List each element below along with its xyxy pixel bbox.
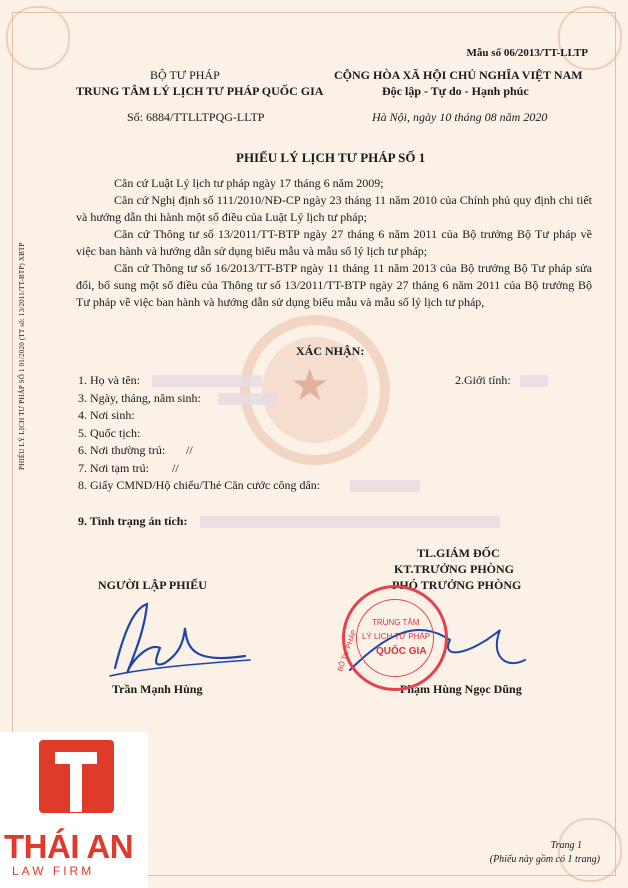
field-criminal-record-label: 9. Tình trạng án tích:	[78, 514, 188, 528]
field-residence-label: 6. Nơi thường trú:	[78, 443, 166, 457]
field-dob-label: 3. Ngày, tháng, năm sinh:	[78, 391, 201, 405]
preparer-signature	[105, 598, 255, 683]
field-nationality-label: 5. Quốc tịch:	[78, 426, 141, 440]
redacted-value	[218, 393, 278, 405]
vertical-footer-code: PHIẾU LÝ LỊCH TƯ PHÁP SỐ 1 01/2020 (TT số: 13/2011/TT-BTP) XBTP	[18, 242, 26, 470]
redacted-value	[520, 375, 548, 387]
form-code: Mẫu số 06/2013/TT-LLTP	[466, 47, 588, 59]
signer-deputy: PHÓ TRƯỞNG PHÒNG	[392, 578, 522, 592]
law-firm-name: THÁI AN	[4, 828, 134, 865]
agency-name: TRUNG TÂM LÝ LỊCH TƯ PHÁP QUỐC GIA	[76, 84, 324, 98]
issue-date: Hà Nội, ngày 10 tháng 08 năm 2020	[372, 110, 548, 124]
star-icon: ★	[290, 360, 330, 411]
page-number: Trang 1	[550, 840, 582, 851]
signer-authority: TL.GIÁM ĐỐC	[417, 546, 500, 560]
republic-title: CỘNG HÒA XÃ HỘI CHỦ NGHĨA VIỆT NAM	[334, 68, 583, 82]
legal-basis-item: Căn cứ Thông tư số 16/2013/TT-BTP ngày 11 tháng 11 năm 2013 của Bộ trưởng Bộ Tư pháp sửa đổi, bổ sung một số điều của Thông tư số 13/2011/TT-BTP ngày 27 tháng 6 năm 2011 của Bộ trưởng Bộ Tư pháp về việc ban hành và hướng dẫn sử dụng biểu mẫu và mẫu số lý lịch tư pháp,	[76, 261, 592, 309]
legal-basis-item: Căn cứ Luật Lý lịch tư pháp ngày 17 tháng 6 năm 2009;	[114, 176, 384, 190]
confirm-heading: XÁC NHẬN:	[296, 344, 365, 358]
document-title: PHIẾU LÝ LỊCH TƯ PHÁP SỐ 1	[236, 150, 426, 165]
page-count-note: (Phiếu này gồm có 1 trang)	[489, 854, 600, 865]
legal-basis-item: Căn cứ Nghị định số 111/2010/NĐ-CP ngày 23 tháng 11 năm 2010 của Chính phủ quy định chi tiết và hướng dẫn thi hành một số điều của Luật Lý lịch tư pháp;	[76, 193, 592, 224]
redacted-value	[152, 375, 262, 387]
seal-ring-text: BỘ TƯ PHÁP	[337, 629, 359, 673]
document-number: Số: 6884/TTLLTPQG-LLTP	[127, 110, 265, 124]
field-id-card-label: 8. Giấy CMND/Hộ chiếu/Thẻ Căn cước công dân:	[78, 478, 321, 492]
national-motto: Độc lập - Tự do - Hạnh phúc	[382, 84, 529, 98]
law-firm-tagline: LAW FIRM	[12, 864, 95, 878]
legal-basis	[76, 175, 592, 311]
legal-basis-item: Căn cứ Thông tư số 13/2011/TT-BTP ngày 27 tháng 6 năm 2011 của Bộ trưởng Bộ Tư pháp về việc ban hành và hướng dẫn sử dụng biểu mẫu và mẫu số lý lịch tư pháp;	[76, 227, 592, 258]
seal-text: LÝ LỊCH TƯ PHÁP	[362, 632, 431, 641]
redacted-value	[200, 516, 500, 528]
signer-name: Phạm Hùng Ngọc Dũng	[400, 682, 522, 696]
seal-text: TRUNG TÂM	[372, 618, 420, 627]
signer-department-head: KT.TRƯỞNG PHÒNG	[394, 562, 514, 576]
field-birthplace-label: 4. Nơi sinh:	[78, 408, 135, 422]
logo-t-stem	[70, 752, 82, 812]
preparer-name: Trần Mạnh Hùng	[112, 682, 203, 696]
field-temp-residence-label: 7. Nơi tạm trú:	[78, 461, 150, 475]
field-residence-value: //	[186, 443, 193, 457]
field-gender-label: 2.Giới tính:	[455, 373, 511, 387]
seal-text: QUỐC GIA	[376, 646, 427, 657]
redacted-value	[350, 480, 420, 492]
field-name-label: 1. Họ và tên:	[78, 373, 140, 387]
ministry-name: BỘ TƯ PHÁP	[150, 68, 220, 82]
preparer-title: NGƯỜI LẬP PHIẾU	[98, 578, 207, 592]
field-temp-residence-value: //	[172, 461, 179, 475]
corner-ornament	[6, 6, 70, 70]
